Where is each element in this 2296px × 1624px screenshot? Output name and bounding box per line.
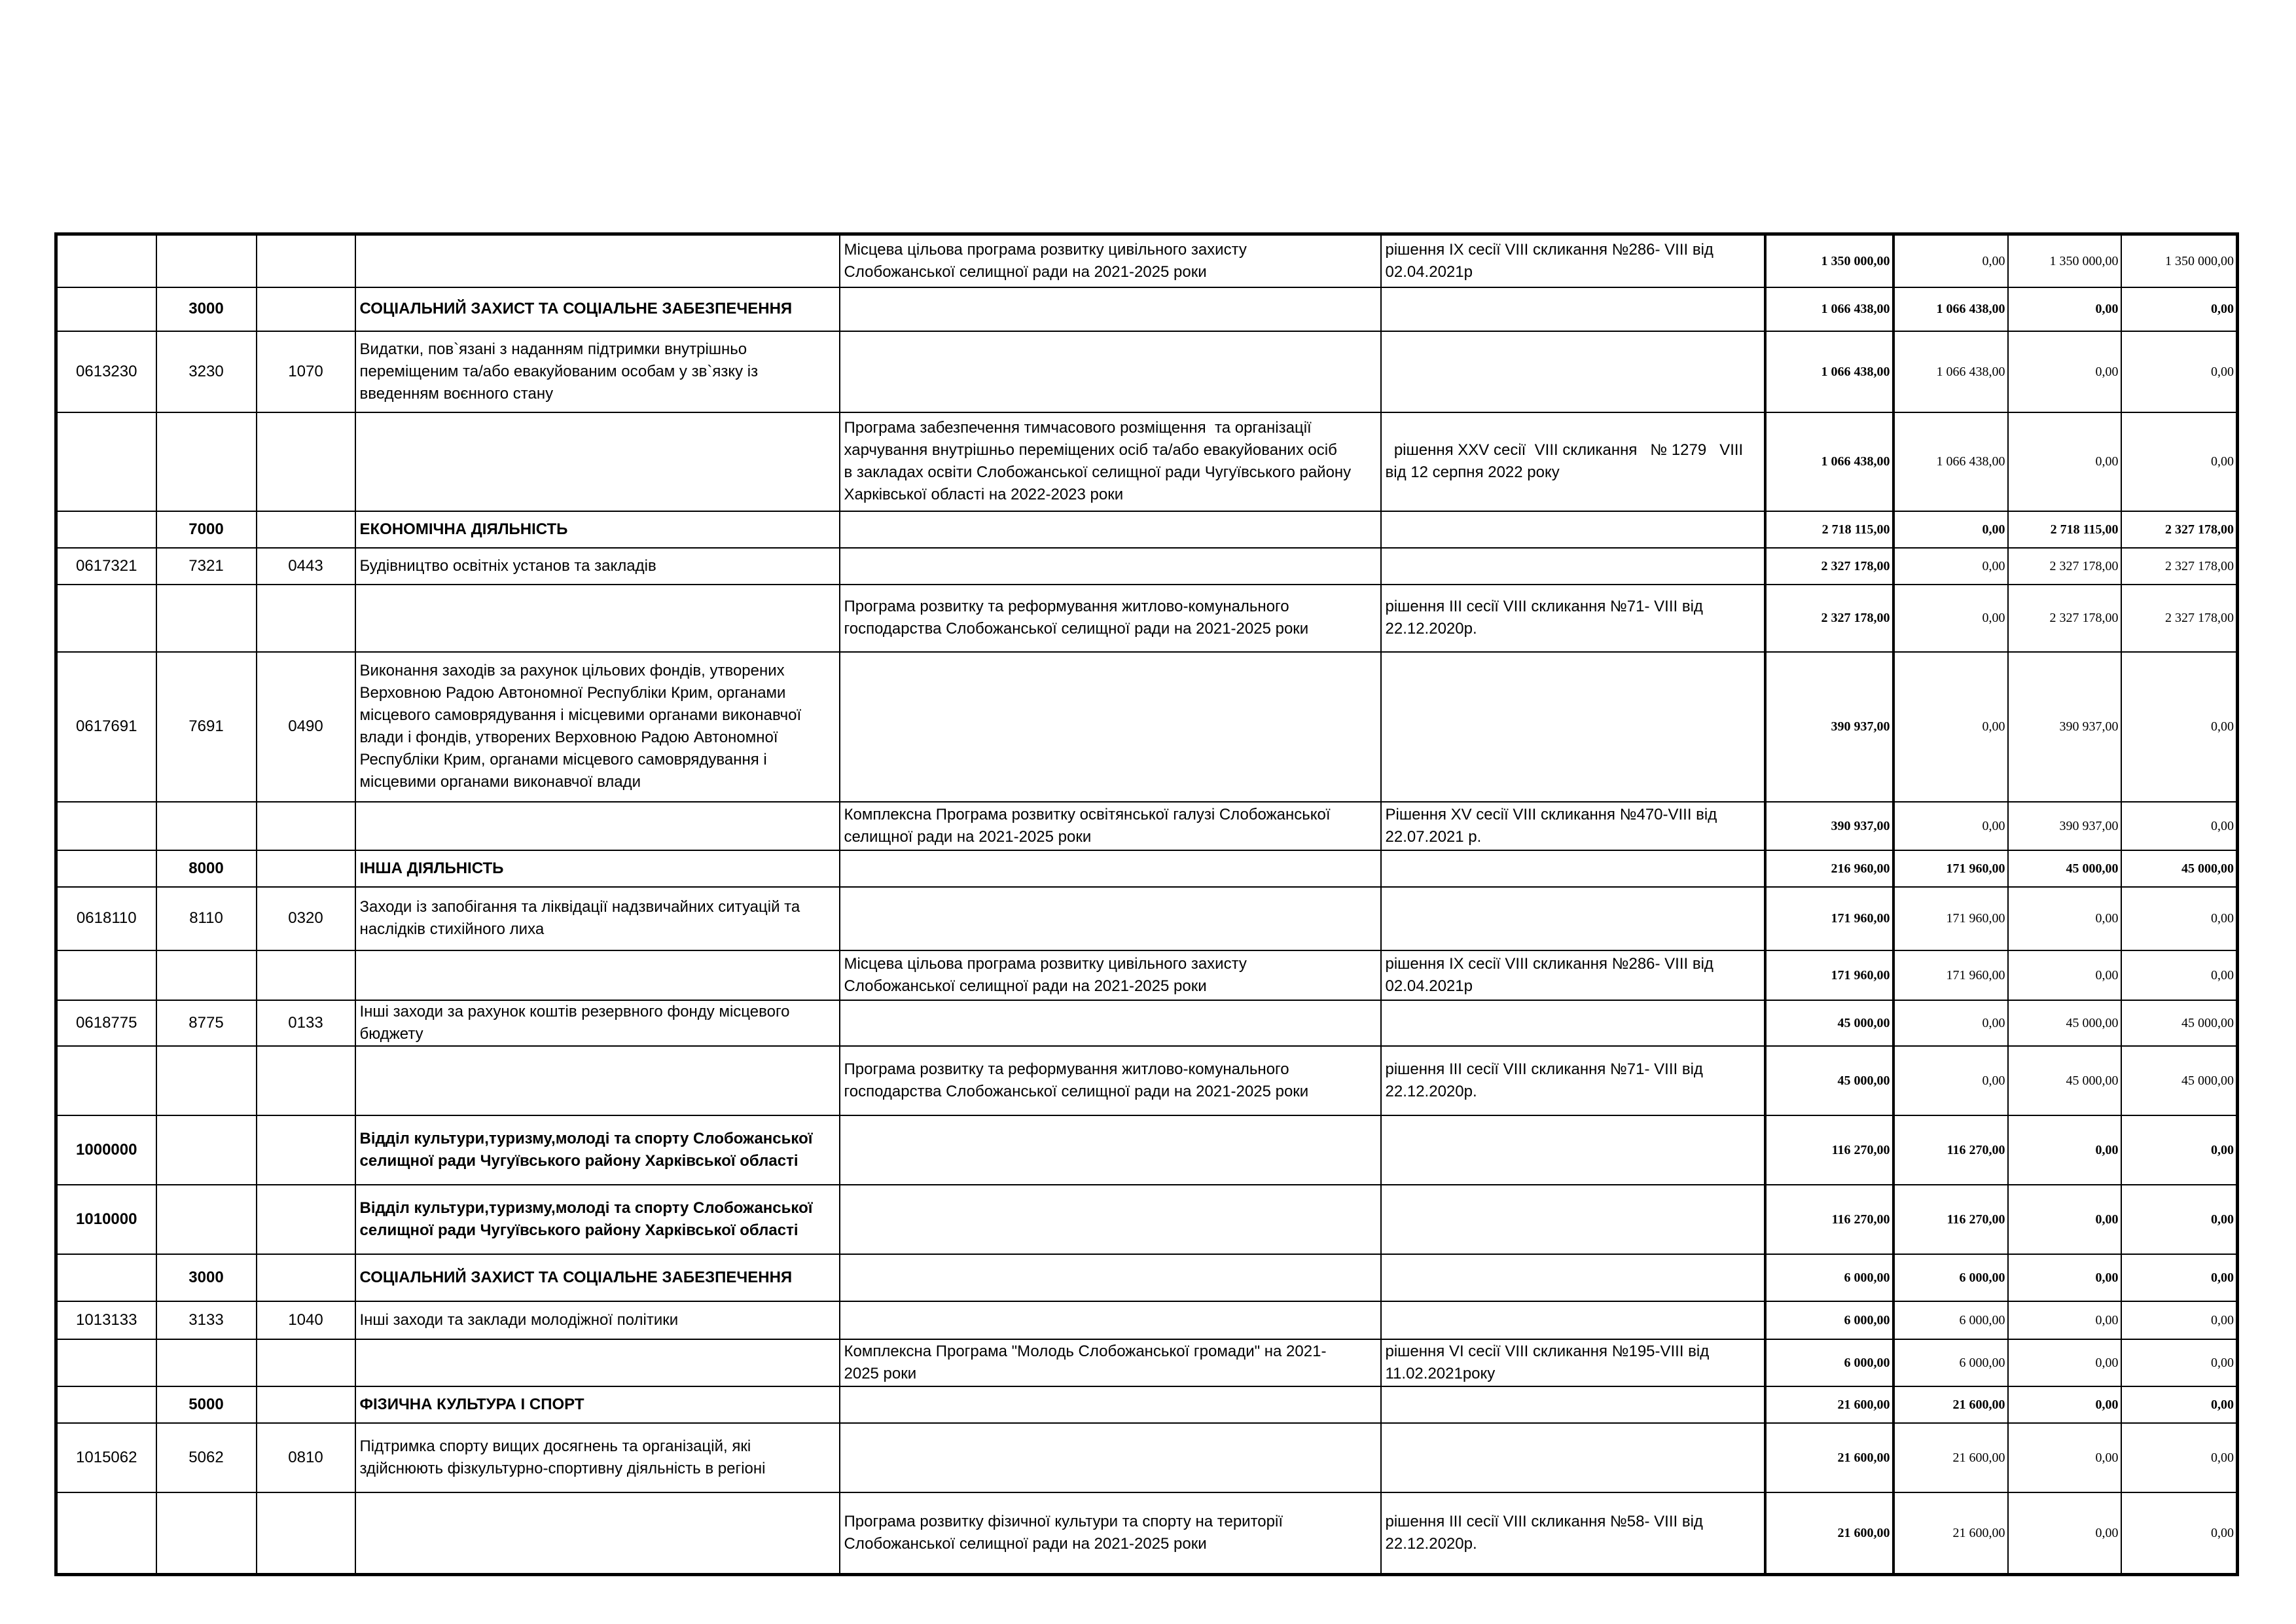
program-code-cell [56, 511, 156, 548]
special-fund-cell: 2 327 178,00 [2008, 548, 2121, 585]
item-name-cell [355, 234, 840, 287]
general-fund-cell: 6 000,00 [1893, 1339, 2008, 1386]
general-fund-cell: 21 600,00 [1893, 1386, 2008, 1423]
general-fund-cell: 0,00 [1893, 652, 2008, 802]
table-row [56, 652, 2238, 802]
special-fund-cell: 0,00 [2008, 1339, 2121, 1386]
program-code-cell: 1013133 [56, 1301, 156, 1339]
special-fund-cell: 0,00 [2008, 1185, 2121, 1254]
special-fund-cell: 0,00 [2008, 1254, 2121, 1301]
table-row [56, 850, 2238, 887]
total-amount-cell: 1 066 438,00 [1765, 331, 1893, 412]
program-code-cell [56, 1492, 156, 1575]
total-amount-cell: 171 960,00 [1765, 950, 1893, 1000]
function-code-cell [257, 287, 355, 331]
budget-programs-table [54, 232, 2239, 1576]
item-name-cell: СОЦІАЛЬНИЙ ЗАХИСТ ТА СОЦІАЛЬНЕ ЗАБЕЗПЕЧЕННЯ [355, 1254, 840, 1301]
item-name-cell [355, 1339, 840, 1386]
total-amount-cell: 2 327 178,00 [1765, 548, 1893, 585]
program-code-cell [56, 1046, 156, 1115]
total-amount-cell: 2 327 178,00 [1765, 585, 1893, 652]
function-code-cell: 0133 [257, 1000, 355, 1046]
function-code-cell [257, 1386, 355, 1423]
special-fund-cell: 0,00 [2008, 1492, 2121, 1575]
general-fund-cell: 21 600,00 [1893, 1492, 2008, 1575]
total-amount-cell: 21 600,00 [1765, 1423, 1893, 1492]
approval-decision-cell [1381, 1386, 1765, 1423]
approval-decision-cell: Рішення XV сесії VIII скликання №470-VIII від 22.07.2021 р. [1381, 802, 1765, 850]
function-code-cell: 1070 [257, 331, 355, 412]
approval-decision-cell [1381, 511, 1765, 548]
program-code-cell [56, 1339, 156, 1386]
budget-table-body [56, 234, 2238, 1575]
local-program-cell: Програма розвитку та реформування житлово-комунального господарства Слобожанської селищної ради на 2021-2025 роки [840, 585, 1381, 652]
approval-decision-cell: рішення III сесії VIII скликання №58- VIII від 22.12.2020р. [1381, 1492, 1765, 1575]
function-code-cell: 1040 [257, 1301, 355, 1339]
table-row [56, 1386, 2238, 1423]
program-code-cell [56, 802, 156, 850]
development-budget-cell: 45 000,00 [2121, 1000, 2238, 1046]
local-program-cell: Програма забезпечення тимчасового розміщення та організації харчування внутрішньо переміщених осіб та/або евакуйованих осіб в закладах освіти Слобожанської селищної ради Чугуївського району Харківської області на 2022-2023 роки [840, 412, 1381, 511]
tpkvk-code-cell: 3230 [156, 331, 257, 412]
function-code-cell [257, 802, 355, 850]
item-name-cell: Будівництво освітніх установ та закладів [355, 548, 840, 585]
general-fund-cell: 0,00 [1893, 1000, 2008, 1046]
table-row [56, 950, 2238, 1000]
tpkvk-code-cell: 3133 [156, 1301, 257, 1339]
general-fund-cell: 0,00 [1893, 585, 2008, 652]
table-row [56, 412, 2238, 511]
item-name-cell: Інші заходи за рахунок коштів резервного фонду місцевого бюджету [355, 1000, 840, 1046]
program-code-cell: 1010000 [56, 1185, 156, 1254]
development-budget-cell: 0,00 [2121, 887, 2238, 950]
total-amount-cell: 1 066 438,00 [1765, 287, 1893, 331]
program-code-cell: 0618110 [56, 887, 156, 950]
general-fund-cell: 0,00 [1893, 1046, 2008, 1115]
table-row [56, 1046, 2238, 1115]
special-fund-cell: 0,00 [2008, 331, 2121, 412]
approval-decision-cell [1381, 331, 1765, 412]
function-code-cell [257, 1115, 355, 1185]
local-program-cell [840, 1000, 1381, 1046]
special-fund-cell: 0,00 [2008, 1115, 2121, 1185]
development-budget-cell: 0,00 [2121, 1254, 2238, 1301]
item-name-cell: Видатки, пов`язані з наданням підтримки внутрішньо переміщеним та/або евакуйованим особам у зв`язку із введенням воєнного стану [355, 331, 840, 412]
development-budget-cell: 0,00 [2121, 652, 2238, 802]
item-name-cell: Відділ культури,туризму,молоді та спорту Слобожанської селищної ради Чугуївського району Харківської області [355, 1185, 840, 1254]
tpkvk-code-cell: 8775 [156, 1000, 257, 1046]
local-program-cell [840, 1254, 1381, 1301]
item-name-cell [355, 585, 840, 652]
table-row [56, 287, 2238, 331]
tpkvk-code-cell: 7321 [156, 548, 257, 585]
special-fund-cell: 390 937,00 [2008, 802, 2121, 850]
function-code-cell: 0810 [257, 1423, 355, 1492]
special-fund-cell: 0,00 [2008, 1386, 2121, 1423]
item-name-cell: Відділ культури,туризму,молоді та спорту Слобожанської селищної ради Чугуївського району Харківської області [355, 1115, 840, 1185]
development-budget-cell: 2 327 178,00 [2121, 511, 2238, 548]
program-code-cell [56, 585, 156, 652]
tpkvk-code-cell [156, 802, 257, 850]
item-name-cell: ЕКОНОМІЧНА ДІЯЛЬНІСТЬ [355, 511, 840, 548]
function-code-cell [257, 950, 355, 1000]
tpkvk-code-cell: 7691 [156, 652, 257, 802]
local-program-cell: Комплексна Програма "Молодь Слобожанської громади" на 2021- 2025 роки [840, 1339, 1381, 1386]
table-row [56, 1339, 2238, 1386]
approval-decision-cell: рішення III сесії VIII скликання №71- VIII від 22.12.2020р. [1381, 585, 1765, 652]
total-amount-cell: 1 350 000,00 [1765, 234, 1893, 287]
local-program-cell [840, 1301, 1381, 1339]
approval-decision-cell [1381, 287, 1765, 331]
program-code-cell: 0617321 [56, 548, 156, 585]
program-code-cell: 0613230 [56, 331, 156, 412]
local-program-cell [840, 652, 1381, 802]
tpkvk-code-cell [156, 412, 257, 511]
table-row [56, 802, 2238, 850]
table-row [56, 1115, 2238, 1185]
development-budget-cell: 0,00 [2121, 802, 2238, 850]
total-amount-cell: 171 960,00 [1765, 887, 1893, 950]
tpkvk-code-cell: 7000 [156, 511, 257, 548]
approval-decision-cell [1381, 548, 1765, 585]
item-name-cell [355, 950, 840, 1000]
total-amount-cell: 2 718 115,00 [1765, 511, 1893, 548]
tpkvk-code-cell: 8000 [156, 850, 257, 887]
item-name-cell: СОЦІАЛЬНИЙ ЗАХИСТ ТА СОЦІАЛЬНЕ ЗАБЕЗПЕЧЕННЯ [355, 287, 840, 331]
special-fund-cell: 0,00 [2008, 1423, 2121, 1492]
function-code-cell [257, 1339, 355, 1386]
table-row [56, 1000, 2238, 1046]
program-code-cell: 0617691 [56, 652, 156, 802]
approval-decision-cell [1381, 652, 1765, 802]
special-fund-cell: 2 718 115,00 [2008, 511, 2121, 548]
tpkvk-code-cell [156, 1115, 257, 1185]
general-fund-cell: 0,00 [1893, 548, 2008, 585]
approval-decision-cell: рішення IX сесії VIII скликання №286- VIII від 02.04.2021р [1381, 950, 1765, 1000]
approval-decision-cell: рішення IX сесії VIII скликання №286- VIII від 02.04.2021р [1381, 234, 1765, 287]
local-program-cell [840, 1386, 1381, 1423]
general-fund-cell: 171 960,00 [1893, 887, 2008, 950]
special-fund-cell: 45 000,00 [2008, 1000, 2121, 1046]
local-program-cell [840, 1423, 1381, 1492]
general-fund-cell: 1 066 438,00 [1893, 331, 2008, 412]
general-fund-cell: 1 066 438,00 [1893, 412, 2008, 511]
total-amount-cell: 21 600,00 [1765, 1386, 1893, 1423]
total-amount-cell: 390 937,00 [1765, 652, 1893, 802]
table-row [56, 1185, 2238, 1254]
special-fund-cell: 390 937,00 [2008, 652, 2121, 802]
table-row [56, 585, 2238, 652]
tpkvk-code-cell: 8110 [156, 887, 257, 950]
general-fund-cell: 171 960,00 [1893, 950, 2008, 1000]
special-fund-cell: 0,00 [2008, 950, 2121, 1000]
function-code-cell: 0443 [257, 548, 355, 585]
total-amount-cell: 6 000,00 [1765, 1301, 1893, 1339]
approval-decision-cell [1381, 1254, 1765, 1301]
item-name-cell: Виконання заходів за рахунок цільових фондів, утворених Верховною Радою Автономної Республіки Крим, органами місцевого самоврядування і місцевими органами виконавчої влади і фондів, утворених Верховною Радою Автономної Республіки Крим, органами місцевого самоврядування і місцевими органами виконавчої влади [355, 652, 840, 802]
local-program-cell [840, 1115, 1381, 1185]
total-amount-cell: 45 000,00 [1765, 1046, 1893, 1115]
approval-decision-cell [1381, 1000, 1765, 1046]
local-program-cell [840, 887, 1381, 950]
item-name-cell: Підтримка спорту вищих досягнень та організацій, які здійснюють фізкультурно-спортивну діяльність в регіоні [355, 1423, 840, 1492]
special-fund-cell: 45 000,00 [2008, 1046, 2121, 1115]
function-code-cell [257, 1492, 355, 1575]
function-code-cell [257, 511, 355, 548]
table-row [56, 511, 2238, 548]
function-code-cell [257, 1254, 355, 1301]
item-name-cell [355, 1046, 840, 1115]
development-budget-cell: 45 000,00 [2121, 850, 2238, 887]
development-budget-cell: 0,00 [2121, 1115, 2238, 1185]
tpkvk-code-cell [156, 1339, 257, 1386]
development-budget-cell: 2 327 178,00 [2121, 548, 2238, 585]
total-amount-cell: 6 000,00 [1765, 1339, 1893, 1386]
program-code-cell [56, 950, 156, 1000]
tpkvk-code-cell: 5062 [156, 1423, 257, 1492]
total-amount-cell: 216 960,00 [1765, 850, 1893, 887]
general-fund-cell: 1 066 438,00 [1893, 287, 2008, 331]
table-row [56, 234, 2238, 287]
local-program-cell: Програма розвитку фізичної культури та спорту на території Слобожанської селищної ради на 2021-2025 роки [840, 1492, 1381, 1575]
total-amount-cell: 6 000,00 [1765, 1254, 1893, 1301]
function-code-cell [257, 412, 355, 511]
program-code-cell [56, 412, 156, 511]
special-fund-cell: 0,00 [2008, 287, 2121, 331]
approval-decision-cell [1381, 850, 1765, 887]
program-code-cell: 1015062 [56, 1423, 156, 1492]
local-program-cell [840, 1185, 1381, 1254]
local-program-cell [840, 511, 1381, 548]
development-budget-cell: 0,00 [2121, 1301, 2238, 1339]
development-budget-cell: 0,00 [2121, 412, 2238, 511]
special-fund-cell: 0,00 [2008, 887, 2121, 950]
special-fund-cell: 0,00 [2008, 1301, 2121, 1339]
development-budget-cell: 0,00 [2121, 287, 2238, 331]
general-fund-cell: 6 000,00 [1893, 1301, 2008, 1339]
development-budget-cell: 0,00 [2121, 1339, 2238, 1386]
development-budget-cell: 2 327 178,00 [2121, 585, 2238, 652]
item-name-cell [355, 412, 840, 511]
function-code-cell [257, 1185, 355, 1254]
item-name-cell: Заходи із запобігання та ліквідації надзвичайних ситуацій та наслідків стихійного лиха [355, 887, 840, 950]
development-budget-cell: 0,00 [2121, 1423, 2238, 1492]
function-code-cell [257, 1046, 355, 1115]
program-code-cell [56, 234, 156, 287]
tpkvk-code-cell [156, 950, 257, 1000]
local-program-cell: Програма розвитку та реформування житлово-комунального господарства Слобожанської селищної ради на 2021-2025 роки [840, 1046, 1381, 1115]
development-budget-cell: 0,00 [2121, 331, 2238, 412]
development-budget-cell: 0,00 [2121, 1492, 2238, 1575]
development-budget-cell: 45 000,00 [2121, 1046, 2238, 1115]
approval-decision-cell [1381, 1423, 1765, 1492]
total-amount-cell: 21 600,00 [1765, 1492, 1893, 1575]
program-code-cell: 1000000 [56, 1115, 156, 1185]
approval-decision-cell [1381, 1185, 1765, 1254]
tpkvk-code-cell: 3000 [156, 287, 257, 331]
table-row [56, 1254, 2238, 1301]
program-code-cell [56, 1386, 156, 1423]
general-fund-cell: 0,00 [1893, 802, 2008, 850]
local-program-cell [840, 287, 1381, 331]
total-amount-cell: 1 066 438,00 [1765, 412, 1893, 511]
general-fund-cell: 116 270,00 [1893, 1115, 2008, 1185]
special-fund-cell: 45 000,00 [2008, 850, 2121, 887]
table-row [56, 1301, 2238, 1339]
table-row [56, 887, 2238, 950]
table-row [56, 1423, 2238, 1492]
total-amount-cell: 116 270,00 [1765, 1185, 1893, 1254]
special-fund-cell: 2 327 178,00 [2008, 585, 2121, 652]
approval-decision-cell [1381, 887, 1765, 950]
table-row [56, 548, 2238, 585]
approval-decision-cell [1381, 1301, 1765, 1339]
approval-decision-cell: рішення III сесії VIII скликання №71- VIII від 22.12.2020р. [1381, 1046, 1765, 1115]
development-budget-cell: 0,00 [2121, 1386, 2238, 1423]
program-code-cell [56, 287, 156, 331]
program-code-cell: 0618775 [56, 1000, 156, 1046]
table-row [56, 331, 2238, 412]
approval-decision-cell: рішення VI сесії VIII скликання №195-VIII від 11.02.2021року [1381, 1339, 1765, 1386]
local-program-cell [840, 548, 1381, 585]
approval-decision-cell: рішення XXV сесії VIII скликання № 1279 VIII від 12 серпня 2022 року [1381, 412, 1765, 511]
item-name-cell [355, 802, 840, 850]
program-code-cell [56, 850, 156, 887]
total-amount-cell: 45 000,00 [1765, 1000, 1893, 1046]
function-code-cell [257, 585, 355, 652]
local-program-cell: Місцева цільова програма розвитку цивільного захисту Слобожанської селищної ради на 2021-2025 роки [840, 950, 1381, 1000]
development-budget-cell: 0,00 [2121, 950, 2238, 1000]
tpkvk-code-cell [156, 1046, 257, 1115]
general-fund-cell: 171 960,00 [1893, 850, 2008, 887]
tpkvk-code-cell: 3000 [156, 1254, 257, 1301]
local-program-cell: Місцева цільова програма розвитку цивільного захисту Слобожанської селищної ради на 2021-2025 роки [840, 234, 1381, 287]
function-code-cell: 0320 [257, 887, 355, 950]
tpkvk-code-cell [156, 234, 257, 287]
total-amount-cell: 390 937,00 [1765, 802, 1893, 850]
function-code-cell [257, 234, 355, 287]
program-code-cell [56, 1254, 156, 1301]
tpkvk-code-cell [156, 1492, 257, 1575]
function-code-cell: 0490 [257, 652, 355, 802]
table-row [56, 1492, 2238, 1575]
tpkvk-code-cell [156, 585, 257, 652]
general-fund-cell: 0,00 [1893, 511, 2008, 548]
item-name-cell: ФІЗИЧНА КУЛЬТУРА І СПОРТ [355, 1386, 840, 1423]
local-program-cell [840, 331, 1381, 412]
local-program-cell: Комплексна Програма розвитку освітянської галузі Слобожанської селищної ради на 2021-2025 роки [840, 802, 1381, 850]
general-fund-cell: 21 600,00 [1893, 1423, 2008, 1492]
item-name-cell: Інші заходи та заклади молодіжної політики [355, 1301, 840, 1339]
development-budget-cell: 1 350 000,00 [2121, 234, 2238, 287]
local-program-cell [840, 850, 1381, 887]
tpkvk-code-cell [156, 1185, 257, 1254]
special-fund-cell: 1 350 000,00 [2008, 234, 2121, 287]
item-name-cell: ІНША ДІЯЛЬНІСТЬ [355, 850, 840, 887]
general-fund-cell: 116 270,00 [1893, 1185, 2008, 1254]
general-fund-cell: 6 000,00 [1893, 1254, 2008, 1301]
tpkvk-code-cell: 5000 [156, 1386, 257, 1423]
total-amount-cell: 116 270,00 [1765, 1115, 1893, 1185]
special-fund-cell: 0,00 [2008, 412, 2121, 511]
approval-decision-cell [1381, 1115, 1765, 1185]
development-budget-cell: 0,00 [2121, 1185, 2238, 1254]
general-fund-cell: 0,00 [1893, 234, 2008, 287]
function-code-cell [257, 850, 355, 887]
item-name-cell [355, 1492, 840, 1575]
